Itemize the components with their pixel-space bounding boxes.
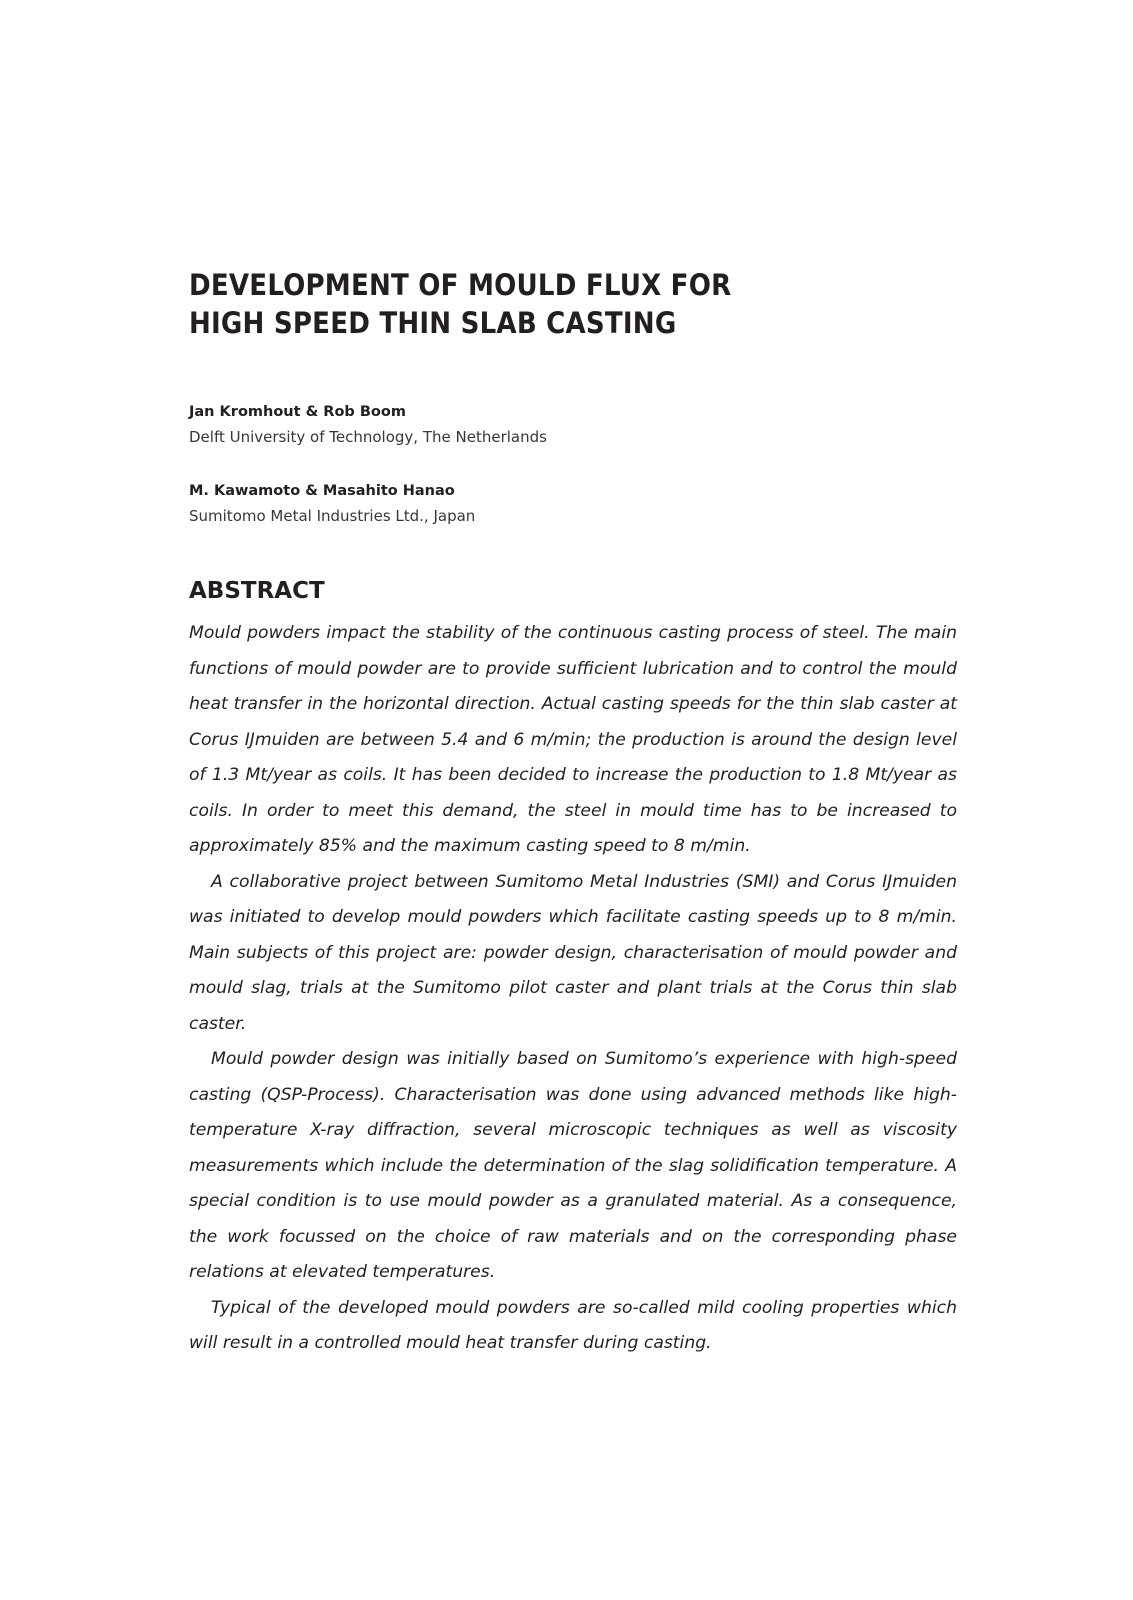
abstract-paragraph: Mould powders impact the stability of the continuous casting process of steel. The main functions of mould powder are to provide sufficient lubrication and to control the mould heat transfer in the horizontal direction. Actual casting speeds for the thin slab caster at Corus IJmuiden are between 5.4 and 6 m/min; the production is around the design level of 1.3 Mt/year as coils. It has been decided to increase the production to 1.8 Mt/year as coils. In order to meet this demand, the steel in mould time has to be increased to approximately 85% and the maximum casting speed to 8 m/min. <box>189 623 957 856</box>
abstract-paragraph: Typical of the developed mould powders are so-called mild cooling properties which will result in a controlled mould heat transfer during casting. <box>189 1297 957 1353</box>
paper-title <box>189 266 957 342</box>
abstract-paragraph: Mould powder design was initially based on Sumitomo’s experience with high-speed casting (QSP-Process). Characterisation was done using advanced methods like high-temperature X-ray diffraction, several microscopic techniques as well as viscosity measurements which include the determination of the slag solidification temperature. A special condition is to use mould powder as a granulated material. As a consequence, the work focussed on the choice of raw materials and on the corresponding phase relations at elevated temperatures. <box>189 1049 957 1282</box>
author-block-2 <box>189 481 957 526</box>
title-line-2: HIGH SPEED THIN SLAB CASTING <box>189 306 677 340</box>
author-affiliation: Delft University of Technology, The Netherlands <box>189 428 547 446</box>
title-line-1: DEVELOPMENT OF MOULD FLUX FOR <box>189 268 732 302</box>
author-affiliation: Sumitomo Metal Industries Ltd., Japan <box>189 507 476 525</box>
abstract-paragraph: A collaborative project between Sumitomo Metal Industries (SMI) and Corus IJmuiden was initiated to develop mould powders which facilitate casting speeds up to 8 m/min. Main subjects of this project are: powder design, characterisation of mould powder and mould slag, trials at the Sumitomo pilot caster and plant trials at the Corus thin slab caster. <box>189 871 957 1034</box>
author-names: M. Kawamoto & Masahito Hanao <box>189 483 455 499</box>
author-names: Jan Kromhout & Rob Boom <box>189 404 406 420</box>
author-block-1 <box>189 402 957 447</box>
abstract-body <box>189 616 957 1362</box>
abstract-heading: ABSTRACT <box>189 578 325 604</box>
